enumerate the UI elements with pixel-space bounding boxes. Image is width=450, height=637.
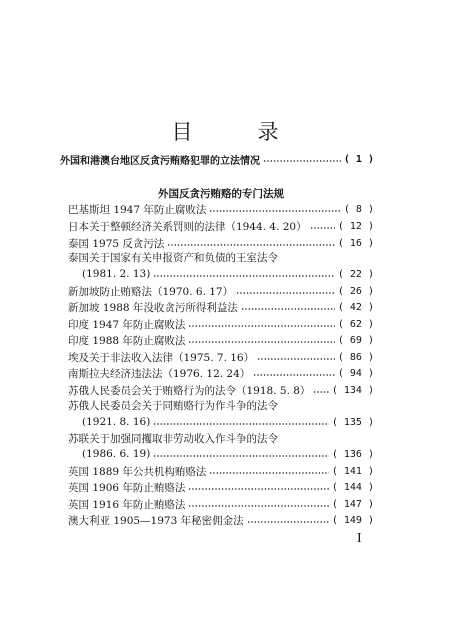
- toc-entry-title[interactable]: 泰国关于国家有关申报资产和负债的王室法令: [68, 252, 278, 264]
- toc-entry-title: 外国和港澳台地区反贪污贿赂犯罪的立法情况: [60, 155, 260, 167]
- toc-entry[interactable]: [68, 316, 374, 332]
- toc-entry-title: 印度 1947 年防止腐败法: [68, 318, 186, 331]
- toc-entry[interactable]: [68, 235, 374, 251]
- leader-dots: [313, 391, 328, 393]
- toc-entry[interactable]: [68, 414, 374, 430]
- toc-entry[interactable]: [68, 496, 374, 512]
- toc-entry-title: 新加坡 1988 年没收贪污所得利益法: [68, 301, 238, 314]
- toc-page-number: ( 12 ): [337, 220, 374, 232]
- leader-dots: [188, 505, 328, 507]
- toc-entry[interactable]: [68, 299, 374, 315]
- toc-page-number: ( 1 ): [343, 153, 374, 165]
- toc-entry[interactable]: [68, 349, 374, 365]
- leader-dots: [236, 292, 335, 294]
- toc-entry-title: 埃及关于非法收入法律（1975. 7. 16）: [68, 351, 255, 364]
- toc-entry-title: 南斯拉夫经济违法法（1976. 12. 24）: [68, 367, 251, 380]
- toc-page-number: ( 62 ): [337, 318, 374, 330]
- toc-entry-date: (1981. 2. 13): [82, 268, 151, 280]
- leader-dots: [153, 455, 329, 457]
- toc-page-number: ( 16 ): [337, 237, 374, 249]
- toc-page-number: ( 134 ): [331, 384, 374, 396]
- toc-entry[interactable]: [68, 283, 374, 299]
- leader-dots: [247, 521, 329, 523]
- toc-page-number: ( 147 ): [331, 498, 374, 510]
- toc-entry-title: 新加坡防止贿赂法（1970. 6. 17）: [68, 285, 234, 298]
- page-folio: I: [357, 531, 362, 546]
- leader-dots: [253, 374, 335, 376]
- toc-entry[interactable]: [68, 332, 374, 348]
- toc-entry[interactable]: [68, 512, 374, 528]
- toc-page-number: ( 26 ): [337, 285, 374, 297]
- toc-entry-date: (1921. 8. 16): [82, 416, 151, 428]
- toc-entry-title: 澳大利亚 1905—1973 年秘密佣金法: [68, 514, 244, 527]
- leader-dots: [209, 472, 328, 474]
- section-heading: 外国反贪污贿赂的专门法规: [158, 188, 284, 200]
- leader-dots: [263, 160, 341, 162]
- toc-entry[interactable]: [68, 446, 374, 462]
- leader-dots: [188, 341, 334, 343]
- toc-entry-title: 英国 1906 年防止贿赂法: [68, 481, 186, 494]
- toc-entry-overview[interactable]: [60, 151, 374, 167]
- toc-entry-title: 日本关于整顿经济关系罚则的法律（1944. 4. 20）: [68, 220, 307, 233]
- toc-entry[interactable]: [68, 266, 374, 282]
- toc-entry[interactable]: [68, 365, 374, 381]
- toc-page-number: ( 136 ): [331, 448, 374, 460]
- leader-dots: [167, 244, 334, 246]
- toc-entry-title: 泰国 1975 反贪污法: [68, 237, 165, 250]
- toc-entry[interactable]: [68, 382, 374, 398]
- toc-entry-title[interactable]: 苏联关于加强同攫取非劳动收入作斗争的法令: [68, 433, 278, 445]
- leader-dots: [257, 358, 335, 360]
- toc-page-number: ( 94 ): [337, 367, 374, 379]
- toc-page-number: ( 135 ): [331, 416, 374, 428]
- toc-entry[interactable]: [68, 479, 374, 495]
- leader-dots: [153, 275, 335, 277]
- toc-entry[interactable]: [68, 218, 374, 234]
- toc-page-number: ( 42 ): [337, 301, 374, 313]
- toc-page-number: ( 141 ): [331, 465, 374, 477]
- toc-page-number: ( 86 ): [337, 351, 374, 363]
- toc-entry-title[interactable]: 苏俄人民委员会关于同贿赂行为作斗争的法令: [68, 400, 278, 412]
- toc-page-number: ( 8 ): [343, 203, 374, 215]
- toc-entry-date: (1986. 6. 19): [82, 448, 151, 460]
- toc-page-number: ( 149 ): [331, 514, 374, 526]
- toc-entry-title: 苏俄人民委员会关于贿赂行为的法令（1918. 5. 8）: [68, 384, 311, 397]
- leader-dots: [188, 488, 328, 490]
- toc-page-number: ( 22 ): [337, 268, 374, 280]
- leader-dots: [310, 227, 335, 229]
- toc-entry-title: 印度 1988 年防止腐败法: [68, 334, 186, 347]
- toc-page-number: ( 69 ): [337, 334, 374, 346]
- toc-page-number: ( 144 ): [331, 481, 374, 493]
- toc-entry-title: 英国 1889 年公共机构贿赂法: [68, 465, 207, 478]
- leader-dots: [188, 325, 334, 327]
- leader-dots: [241, 308, 335, 310]
- page-title: 目 录: [171, 120, 301, 144]
- toc-entry-title: 英国 1916 年防止贿赂法: [68, 498, 186, 511]
- leader-dots: [153, 423, 329, 425]
- toc-entry[interactable]: [68, 463, 374, 479]
- leader-dots: [209, 210, 340, 212]
- toc-entry-title: 巴基斯坦 1947 年防止腐败法: [68, 203, 207, 216]
- toc-entry[interactable]: [68, 201, 374, 217]
